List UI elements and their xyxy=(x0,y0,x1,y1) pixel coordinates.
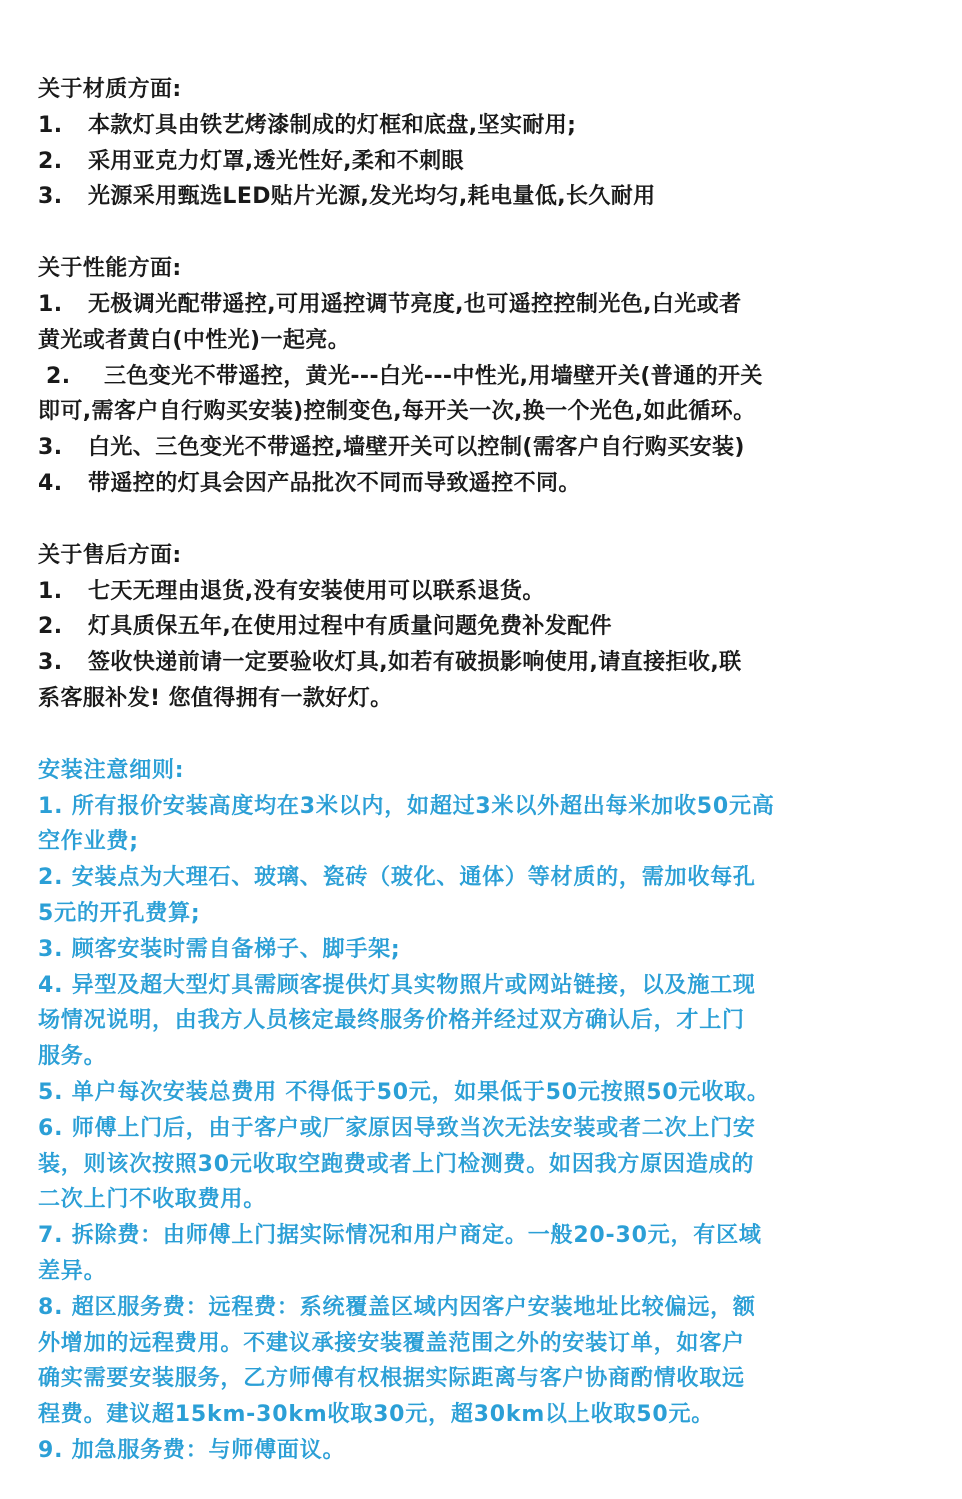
performance-item-continued: 黄光或者黄白(中性光)一起亮。 xyxy=(38,327,351,353)
installation-line: 二次上门不收取费用。 xyxy=(38,1187,267,1213)
item-number: 3. xyxy=(38,650,63,676)
item-number: 3. xyxy=(38,184,63,210)
installation-line: 程费。建议超15km-30km收取30元，超30km以上收取50元。 xyxy=(38,1402,715,1428)
installation-line: 场情况说明，由我方人员核定最终服务价格并经过双方确认后，才上门 xyxy=(38,1008,745,1034)
aftersales-item xyxy=(38,574,918,610)
performance-item xyxy=(38,287,918,323)
item-text: 七天无理由退货,没有安装使用可以联系退货。 xyxy=(88,578,545,604)
item-text: 三色变光不带遥控，黄光---白光---中性光,用墙壁开关(普通的开关 xyxy=(104,363,763,389)
aftersales-item xyxy=(38,609,918,645)
installation-line: 差异。 xyxy=(38,1258,107,1284)
installation-line: 5元的开孔费算; xyxy=(38,900,201,926)
section-spacer xyxy=(38,215,918,251)
installation-line: 空作业费; xyxy=(38,829,139,855)
section-spacer xyxy=(38,717,918,753)
item-text: 灯具质保五年,在使用过程中有质量问题免费补发配件 xyxy=(88,614,612,640)
installation-line: 7. 拆除费：由师傅上门据实际情况和用户商定。一般20-30元，有区域 xyxy=(38,1223,762,1249)
aftersales-title: 关于售后方面: xyxy=(38,542,182,568)
performance-item xyxy=(38,359,918,395)
aftersales-item xyxy=(38,645,918,681)
item-text: 光源采用甄选LED贴片光源,发光均匀,耗电量低,长久耐用 xyxy=(88,184,656,210)
item-number: 4. xyxy=(38,470,63,496)
installation-line: 装，则该次按照30元收取空跑费或者上门检测费。如因我方原因造成的 xyxy=(38,1151,755,1177)
installation-line: 服务。 xyxy=(38,1044,107,1070)
document-page xyxy=(38,72,918,1469)
item-text: 签收快递前请一定要验收灯具,如若有破损影响使用,请直接拒收,联 xyxy=(88,650,742,676)
installation-line: 5. 单户每次安装总费用 不得低于50元，如果低于50元按照50元收取。 xyxy=(38,1079,770,1105)
aftersales-item-continued: 系客服补发! 您值得拥有一款好灯。 xyxy=(38,685,393,711)
item-text: 无极调光配带遥控,可用遥控调节亮度,也可遥控控制光色,白光或者 xyxy=(88,291,742,317)
material-item xyxy=(38,108,918,144)
installation-section xyxy=(38,753,918,1469)
material-item xyxy=(38,144,918,180)
material-item xyxy=(38,179,918,215)
installation-line: 4. 异型及超大型灯具需顾客提供灯具实物照片或网站链接，以及施工现 xyxy=(38,972,756,998)
performance-item-continued: 即可,需客户自行购买安装)控制变色,每开关一次,换一个光色,如此循环。 xyxy=(38,399,756,425)
installation-line: 9. 加急服务费：与师傅面议。 xyxy=(38,1437,346,1463)
installation-line: 确实需要安装服务，乙方师傅有权根据实际距离与客户协商酌情收取远 xyxy=(38,1366,745,1392)
material-title: 关于材质方面: xyxy=(38,77,182,102)
item-number: 3. xyxy=(38,435,63,461)
item-number: 2. xyxy=(38,148,63,174)
item-number: 2. xyxy=(46,363,71,389)
item-text: 采用亚克力灯罩,透光性好,柔和不刺眼 xyxy=(88,148,464,174)
section-spacer xyxy=(38,502,918,538)
installation-line: 8. 超区服务费：远程费：系统覆盖区域内因客户安装地址比较偏远，额 xyxy=(38,1294,756,1320)
performance-item xyxy=(38,466,918,502)
installation-line: 2. 安装点为大理石、玻璃、瓷砖（玻化、通体）等材质的，需加收每孔 xyxy=(38,865,756,891)
installation-line: 外增加的远程费用。不建议承接安装覆盖范围之外的安装订单，如客户 xyxy=(38,1330,745,1356)
item-number: 1. xyxy=(38,291,63,317)
item-number: 1. xyxy=(38,578,63,604)
installation-line: 3. 顾客安装时需自备梯子、脚手架; xyxy=(38,936,401,962)
performance-title: 关于性能方面: xyxy=(38,256,182,282)
item-text: 本款灯具由铁艺烤漆制成的灯框和底盘,坚实耐用; xyxy=(88,112,577,138)
installation-line: 6. 师傅上门后，由于客户或厂家原因导致当次无法安装或者二次上门安 xyxy=(38,1115,756,1141)
material-section xyxy=(38,72,918,215)
installation-line: 1. 所有报价安装高度均在3米以内，如超过3米以外超出每米加收50元高 xyxy=(38,793,775,819)
aftersales-section xyxy=(38,538,918,717)
item-number: 1. xyxy=(38,112,63,138)
item-text: 带遥控的灯具会因产品批次不同而导致遥控不同。 xyxy=(88,470,581,496)
item-text: 白光、三色变光不带遥控,墙壁开关可以控制(需客户自行购买安装) xyxy=(88,435,745,461)
item-number: 2. xyxy=(38,614,63,640)
performance-item xyxy=(38,430,918,466)
installation-title: 安装注意细则: xyxy=(38,757,185,783)
performance-section xyxy=(38,251,918,502)
